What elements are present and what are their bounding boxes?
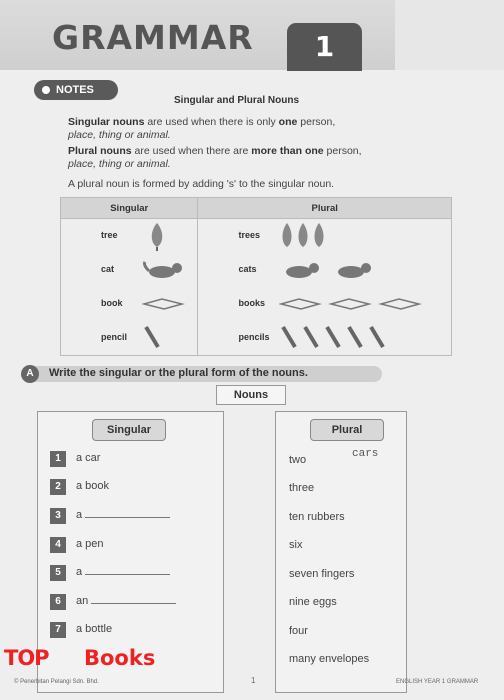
plural-item: six	[289, 539, 303, 551]
notes-paragraph-1: Singular nouns are used when there is only one person, place, thing or animal.	[68, 116, 336, 141]
unit-number: 1	[287, 23, 362, 71]
plural-item: ten rubbers	[289, 511, 345, 523]
singular-header: Singular	[92, 419, 166, 441]
table-header-singular: Singular	[61, 198, 198, 219]
tree-icon	[279, 221, 329, 251]
book-icon	[279, 296, 429, 312]
pencil-icon	[279, 325, 389, 351]
answer-blank[interactable]	[85, 564, 170, 575]
watermark-books: Books	[84, 646, 156, 670]
book-icon	[142, 296, 186, 312]
tree-icon	[142, 221, 172, 251]
watermark-top: TOP	[4, 646, 49, 670]
plural-item: four	[289, 625, 308, 637]
nouns-label: Nouns	[216, 385, 286, 405]
plural-item: many envelopes	[289, 653, 370, 665]
plural-word: trees	[238, 230, 260, 241]
plural-word: books	[238, 298, 265, 309]
singular-word: pencil	[101, 332, 128, 343]
singular-word: book	[101, 298, 123, 309]
table-row	[61, 287, 452, 321]
table-row	[61, 253, 452, 287]
list-item: 4 a pen	[50, 536, 104, 552]
list-item: 5 a	[50, 564, 170, 580]
page-title: GRAMMAR	[52, 18, 254, 57]
exercise-instruction: Write the singular or the plural form of the nouns.	[49, 367, 308, 379]
notes-paragraph-2: Plural nouns are used when there are more than one person, place, thing or animal.	[68, 145, 362, 170]
page-number: 1	[251, 676, 256, 685]
plural-item: two	[289, 454, 307, 466]
singular-word: tree	[101, 230, 118, 241]
header-band-right	[395, 0, 504, 70]
plural-header: Plural	[310, 419, 384, 441]
bullet-icon	[42, 86, 50, 94]
answer-blank[interactable]	[85, 507, 170, 518]
publisher-credit: © Penerbitan Pelangi Sdn. Bhd.	[14, 679, 99, 685]
book-title: ENGLISH YEAR 1 GRAMMAR	[396, 679, 479, 685]
table-header-plural: Plural	[198, 198, 452, 219]
notes-label: NOTES	[56, 84, 94, 96]
plural-word: cats	[238, 264, 257, 275]
table-row	[61, 219, 452, 254]
topbooks-watermark	[4, 640, 154, 678]
list-item: 2 a book	[50, 478, 109, 494]
notes-title: Singular and Plural Nouns	[174, 95, 300, 106]
plural-item: seven fingers	[289, 568, 355, 580]
handwritten-answer: cars	[352, 448, 379, 460]
notes-badge	[34, 80, 118, 100]
exercise-letter: A	[21, 365, 39, 383]
plural-item: three	[289, 482, 315, 494]
table-row	[61, 321, 452, 356]
list-item: 6 an	[50, 593, 176, 609]
answer-blank[interactable]	[91, 593, 176, 604]
list-item: 1 a car	[50, 450, 100, 466]
singular-word: cat	[101, 264, 115, 275]
cat-icon	[279, 259, 379, 281]
cat-icon	[142, 259, 186, 281]
nouns-table	[60, 197, 452, 356]
list-item: 7 a bottle	[50, 621, 112, 637]
pencil-icon	[142, 325, 162, 351]
list-item: 3 a	[50, 507, 170, 523]
plural-item: nine eggs	[289, 596, 337, 608]
notes-paragraph-3: A plural noun is formed by adding 's' to the singular noun.	[68, 178, 335, 190]
plural-word: pencils	[238, 332, 270, 343]
